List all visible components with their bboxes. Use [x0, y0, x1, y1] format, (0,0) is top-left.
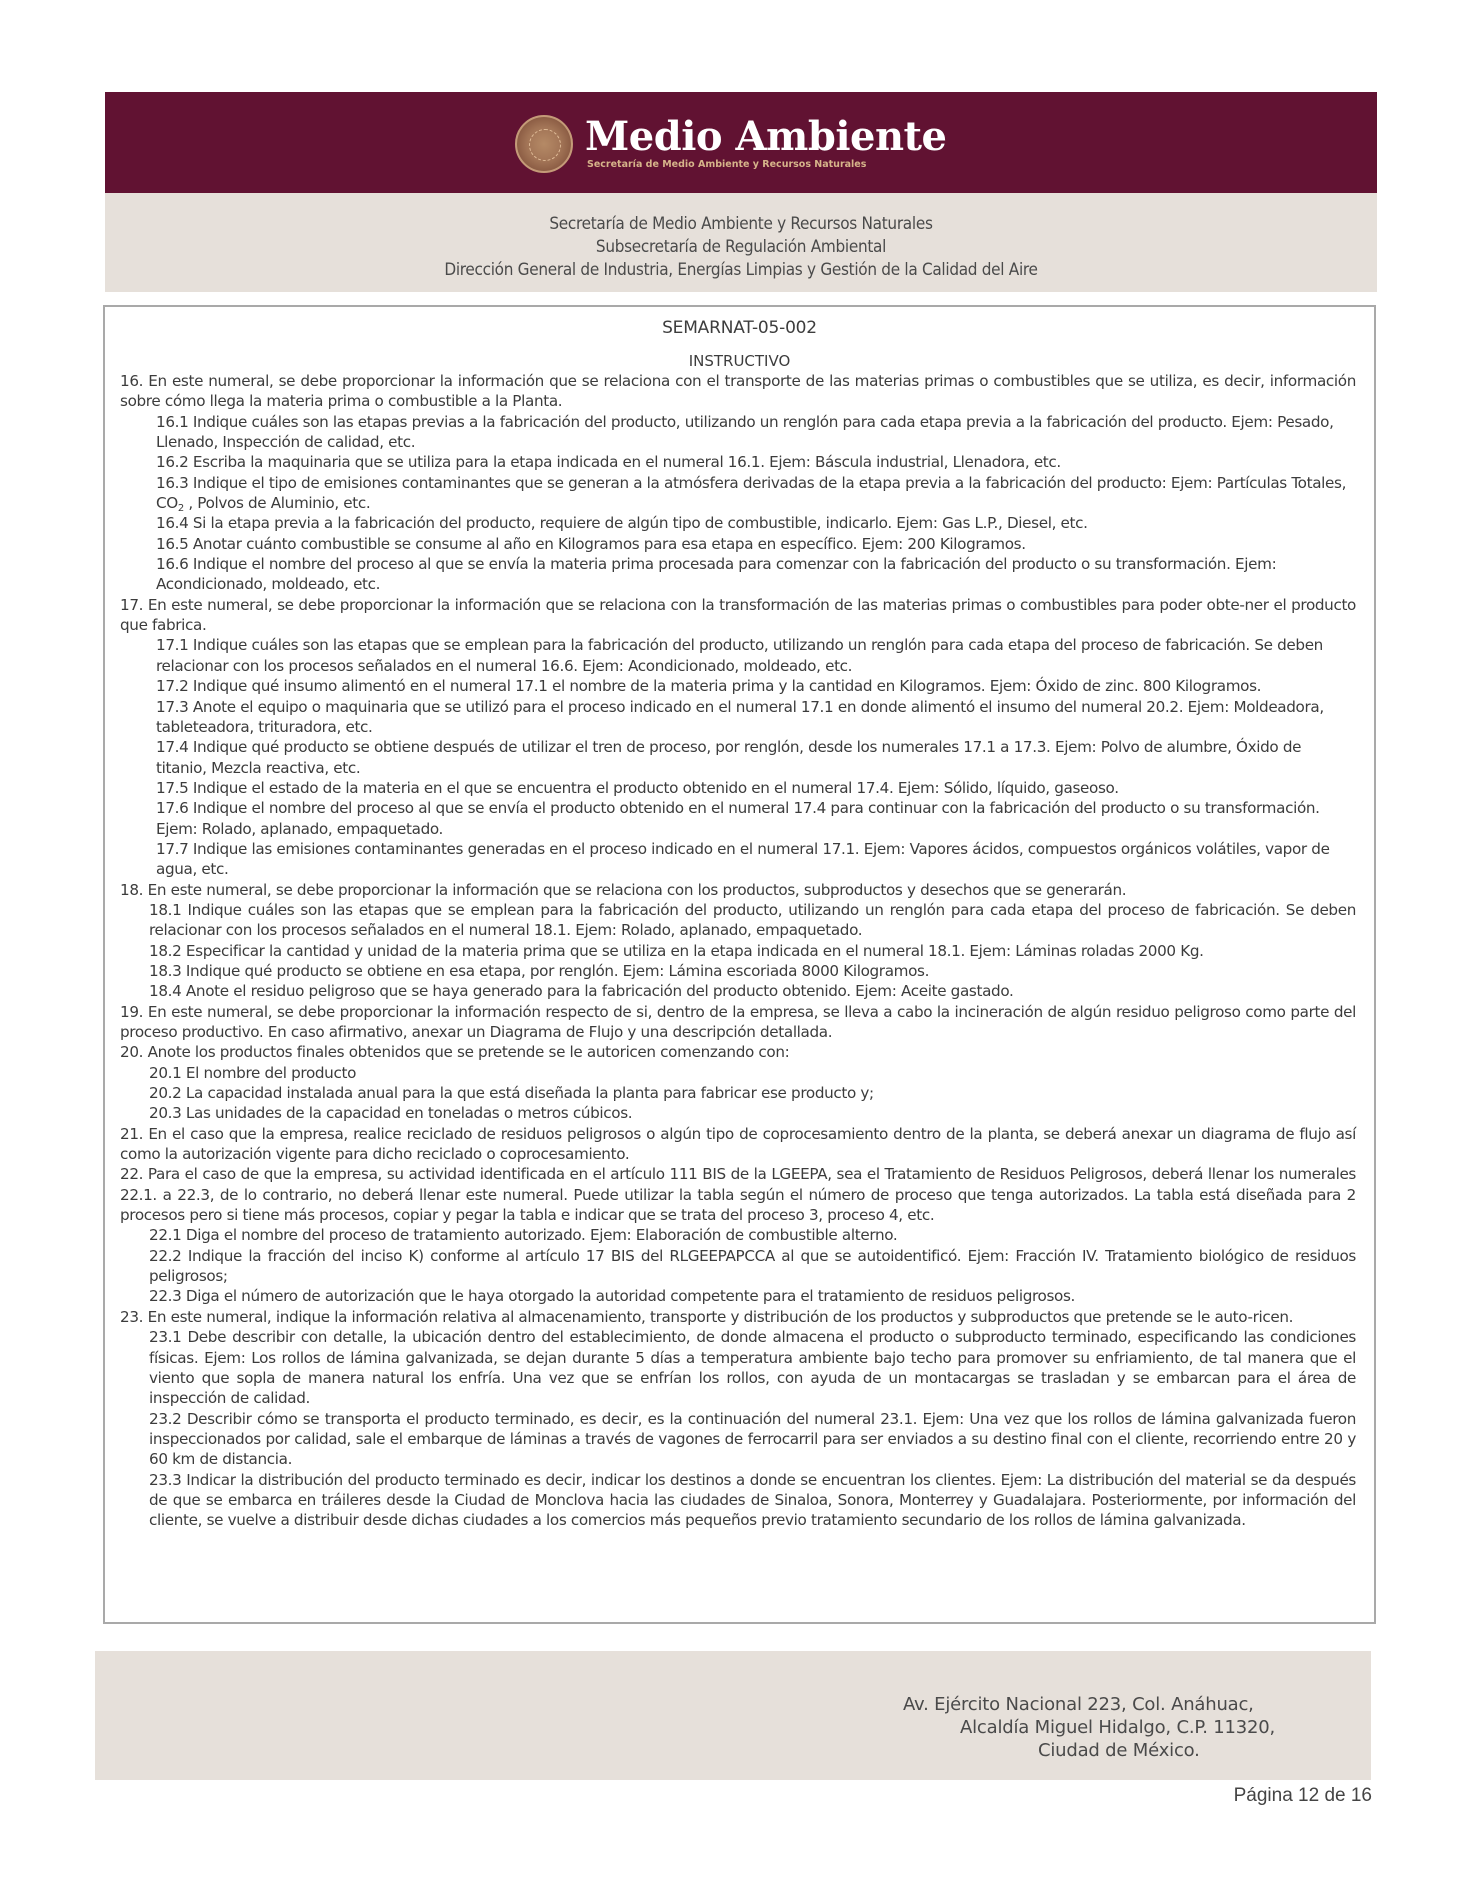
page-number: Página 12 de 16	[1233, 1785, 1372, 1806]
instructions-box	[103, 305, 1376, 1624]
national-seal-icon	[515, 115, 573, 173]
document-heading: INSTRUCTIVO	[688, 352, 791, 370]
address-line-1: Av. Ejército Nacional 223, Col. Anáhuac,	[903, 1694, 1254, 1715]
secretariat-line: Secretaría de Medio Ambiente y Recursos Naturales	[549, 214, 933, 234]
item-18-4: 18.4 Anote el residuo peligroso que se haya generado para la fabricación del producto obtenido. Ejem: Aceite gastado.	[149, 982, 1014, 1001]
item-16-3-text-b: , Polvos de Aluminio, etc.	[183, 494, 371, 513]
item-16-4: 16.4 Si la etapa previa a la fabricación del producto, requiere de algún tipo de combustible, indicarlo. Ejem: Gas L.P., Diesel, etc.	[156, 514, 1088, 533]
item-17: 17. En este numeral, se debe proporcionar la información que se relaciona con la transformación de las materias primas o combustibles para poder obte-ner el producto que fabrica.	[120, 595, 1356, 635]
item-18-1: 18.1 Indique cuáles son las etapas que se emplean para la fabricación del producto, utilizando un renglón para cada etapa del proceso de fabricación. Se deben relacionar con los procesos señalados en el numeral 18.1. Ejem: Rolado, aplanado, empaquetado.	[149, 900, 1356, 940]
address-line-2: Alcaldía Miguel Hidalgo, C.P. 11320,	[960, 1717, 1276, 1738]
item-17-1: 17.1 Indique cuáles son las etapas que se emplean para la fabricación del producto, utilizando un renglón para cada etapa del proceso de fabricación. Se deben relacionar con los procesos señalados en el numeral 16.6. Ejem: Acondicionado, moldeado, etc.	[156, 636, 1323, 675]
item-20-1: 20.1 El nombre del producto	[149, 1063, 357, 1082]
item-22-1: 22.1 Diga el nombre del proceso de tratamiento autorizado. Ejem: Elaboración de combustible alterno.	[149, 1226, 898, 1245]
address-line-3: Ciudad de México.	[1038, 1740, 1200, 1761]
item-20: 20. Anote los productos finales obtenidos que se pretende se le autoricen comenzando con:	[120, 1043, 790, 1062]
item-18-2: 18.2 Especificar la cantidad y unidad de la materia prima que se utiliza en la etapa indicada en el numeral 18.1. Ejem: Láminas roladas 2000 Kg.	[149, 941, 1204, 960]
item-17-7: 17.7 Indique las emisiones contaminantes generadas en el proceso indicado en el numeral 17.1. Ejem: Vapores ácidos, compuestos orgánicos volátiles, vapor de agua, etc.	[156, 839, 1330, 879]
item-23-2: 23.2 Describir cómo se transporta el producto terminado, es decir, es la continuación del numeral 23.1. Ejem: Una vez que los rollos de lámina galvanizada fueron inspeccionados por calidad, sale el embarque de láminas a través de vagones de ferrocarril para ser enviados a su destino final con el cliente, recorriendo entre 20 y 60 km de distancia.	[149, 1409, 1356, 1469]
directorate-line: Dirección General de Industria, Energías Limpias y Gestión de la Calidad del Aire	[444, 260, 1038, 280]
logo	[515, 114, 946, 174]
footer-band	[95, 1651, 1371, 1780]
item-22: 22. Para el caso de que la empresa, su actividad identificada en el artículo 111 BIS de la LGEEPA, sea el Tratamiento de Residuos Peligrosos, deberá llenar los numerales 22.1. a 22.3, de lo contrario, no deberá llenar este numeral. Puede utilizar la tabla según el número de proceso que tenga autorizados. La tabla está diseñada para 2 procesos pero si tiene más procesos, copiar y pegar la tabla e indicar que se trata del proceso 3, proceso 4, etc.	[120, 1165, 1356, 1225]
instructions-body	[120, 371, 1356, 1531]
item-16-6: 16.6 Indique el nombre del proceso al que se envía la materia prima procesada para comenzar con la fabricación del producto o su transformación. Ejem: Acondicionado, moldeado, etc.	[156, 555, 1277, 594]
item-19: 19. En este numeral, se debe proporcionar la información respecto de si, dentro de la empresa, se lleva a cabo la incineración de algún residuo peligroso como parte del proceso productivo. En caso afirmativo, anexar un Diagrama de Flujo y una descripción detallada.	[120, 1002, 1356, 1041]
header-brand-band	[105, 92, 1377, 193]
item-20-3: 20.3 Las unidades de la capacidad en toneladas o metros cúbicos.	[149, 1104, 633, 1123]
item-23: 23. En este numeral, indique la información relativa al almacenamiento, transporte y distribución de los productos y subproductos que pretende se le auto-ricen.	[120, 1307, 1294, 1326]
item-20-2: 20.2 La capacidad instalada anual para la que está diseñada la planta para fabricar ese producto y;	[149, 1084, 874, 1103]
subsecretariat-line: Subsecretaría de Regulación Ambiental	[595, 237, 887, 257]
agency-heading	[105, 193, 1377, 292]
item-23-3: 23.3 Indicar la distribución del producto terminado es decir, indicar los destinos a donde se encuentran los clientes. Ejem: La distribución del material se da después de que se embarca en tráileres desde la Ciudad de Monclova hacia las ciudades de Sinaloa, Sonora, Monterrey y Guadalajara. Posteriormente, por información del cliente, se vuelve a distribuir desde dichas ciudades a los comercios más pequeños previo tratamiento secundario de los rollos de lámina galvanizada.	[149, 1470, 1356, 1530]
document-code: SEMARNAT-05-002	[662, 318, 817, 338]
item-16: 16. En este numeral, se debe proporcionar la información que se relaciona con el transporte de las materias primas o combustibles que se utiliza, es decir, información sobre cómo llega la materia prima o combustible a la Planta.	[120, 372, 1356, 411]
brand-subtitle: Secretaría de Medio Ambiente y Recursos Naturales	[587, 159, 867, 170]
item-23-1: 23.1 Debe describir con detalle, la ubicación dentro del establecimiento, de donde almacena el producto o subproducto terminado, especificando las condiciones físicas. Ejem: Los rollos de lámina galvanizada, se dejan durante 5 días a temperatura ambiente bajo techo para promover su enfriamiento, de tal manera que el viento que sopla de manera natural los enfría. Una vez que se enfrían los rollos, con ayuda de un montacargas se trasladan y se embarcan para el área de inspección de calidad.	[149, 1328, 1356, 1408]
item-17-4: 17.4 Indique qué producto se obtiene después de utilizar el tren de proceso, por renglón, desde los numerales 17.1 a 17.3. Ejem: Polvo de alumbre, Óxido de titanio, Mezcla reactiva, etc.	[156, 738, 1302, 777]
item-17-2: 17.2 Indique qué insumo alimentó en el numeral 17.1 el nombre de la materia prima y la cantidad en Kilogramos. Ejem: Óxido de zinc. 800 Kilogramos.	[156, 677, 1262, 696]
subscript-2: 2	[177, 503, 184, 515]
item-16-1: 16.1 Indique cuáles son las etapas previas a la fabricación del producto, utilizando un renglón para cada etapa previa a la fabricación del producto. Ejem: Pesado, Llenado, Inspección de calidad, etc.	[156, 412, 1334, 452]
item-17-3: 17.3 Anote el equipo o maquinaria que se utilizó para el proceso indicado en el numeral 17.1 en donde alimentó el insumo del numeral 20.2. Ejem: Moldeadora, tableteadora, trituradora, etc.	[156, 697, 1324, 736]
item-21: 21. En el caso que la empresa, realice reciclado de residuos peligrosos o algún tipo de coprocesamiento dentro de la planta, se deberá anexar un diagrama de flujo así como la autorización vigente para dicho reciclado o coprocesamiento.	[120, 1124, 1356, 1164]
item-18-3: 18.3 Indique qué producto se obtiene en esa etapa, por renglón. Ejem: Lámina escoriada 8000 Kilogramos.	[149, 961, 930, 980]
item-16-3	[120, 473, 1356, 514]
item-17-6: 17.6 Indique el nombre del proceso al que se envía el producto obtenido en el numeral 17.4 para continuar con la fabricación del producto o su transformación. Ejem: Rolado, aplanado, empaquetado.	[156, 799, 1320, 838]
item-22-3: 22.3 Diga el número de autorización que le haya otorgado la autoridad competente para el tratamiento de residuos peligrosos.	[149, 1287, 1076, 1306]
brand-title: Medio Ambiente	[585, 113, 947, 160]
item-16-5: 16.5 Anotar cuánto combustible se consume al año en Kilogramos para esa etapa en específico. Ejem: 200 Kilogramos.	[156, 534, 1026, 553]
item-16-2: 16.2 Escriba la maquinaria que se utiliza para la etapa indicada en el numeral 16.1. Ejem: Báscula industrial, Llenadora, etc.	[156, 453, 1061, 472]
item-16-3-text-a: 16.3 Indique el tipo de emisiones contaminantes que se generan a la atmósfera derivadas de la etapa previa a la fabricación del producto: Ejem: Partículas Totales, CO	[156, 473, 1347, 513]
item-22-2: 22.2 Indique la fracción del inciso K) conforme al artículo 17 BIS del RLGEEPAPCCA al que se autoidentificó. Ejem: Fracción IV. Tratamiento biológico de residuos peligrosos;	[149, 1246, 1356, 1286]
item-18: 18. En este numeral, se debe proporcionar la información que se relaciona con los productos, subproductos y desechos que se generarán.	[120, 880, 1127, 899]
item-17-5: 17.5 Indique el estado de la materia en el que se encuentra el producto obtenido en el numeral 17.4. Ejem: Sólido, líquido, gaseoso.	[156, 778, 1119, 797]
